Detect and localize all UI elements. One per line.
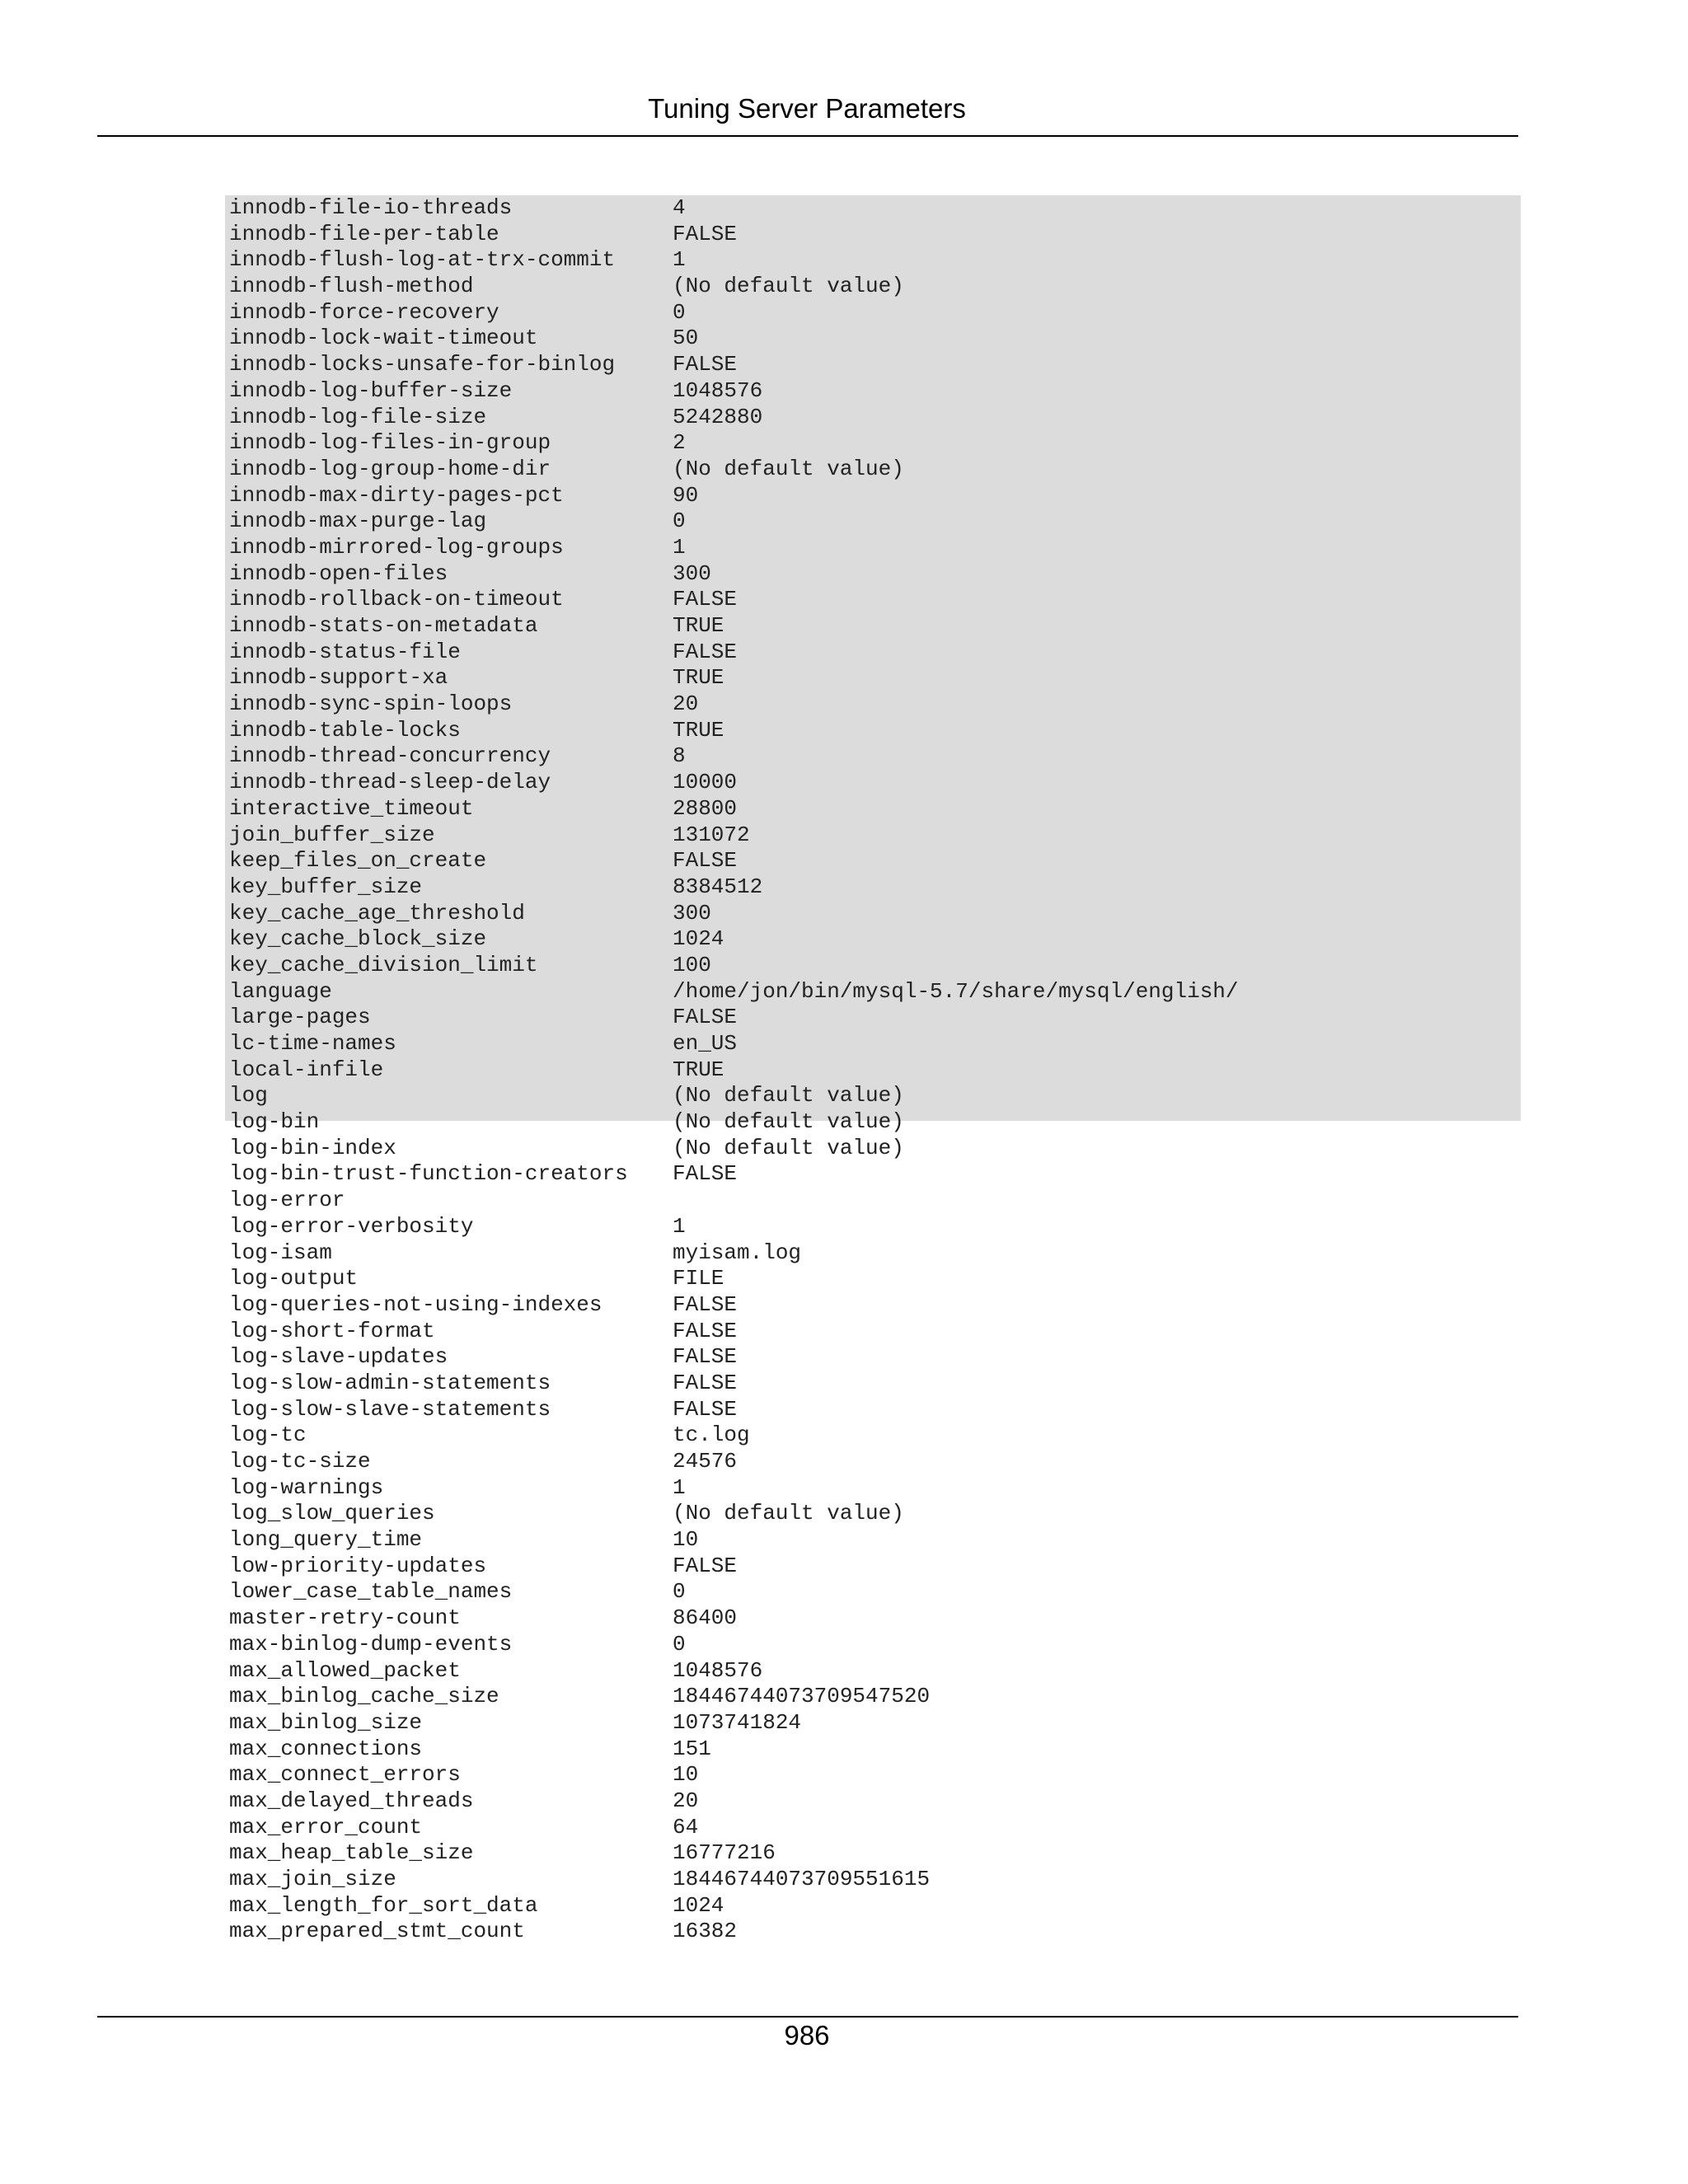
parameter-name: innodb-mirrored-log-groups — [229, 534, 564, 560]
parameter-default-value: FALSE — [673, 1318, 738, 1343]
parameter-row — [225, 1762, 1521, 1788]
parameter-name: innodb-open-files — [229, 560, 448, 586]
parameter-row — [225, 691, 1521, 718]
parameter-row — [225, 1214, 1521, 1240]
parameter-default-value: 1073741824 — [673, 1709, 802, 1735]
footer-divider — [97, 2016, 1518, 2018]
parameter-name: max_length_for_sort_data — [229, 1892, 538, 1918]
parameter-row — [225, 1893, 1521, 1919]
parameter-default-value: FALSE — [673, 1396, 738, 1422]
parameter-name: innodb-stats-on-metadata — [229, 613, 538, 638]
parameter-row — [225, 1736, 1521, 1763]
parameter-default-value: FALSE — [673, 639, 738, 664]
parameter-row — [225, 848, 1521, 874]
parameter-default-value: 100 — [673, 952, 711, 977]
parameter-row — [225, 1292, 1521, 1319]
parameter-default-value: (No default value) — [673, 1501, 904, 1526]
parameter-row — [225, 509, 1521, 535]
parameter-row — [225, 1188, 1521, 1214]
parameter-name: log-bin-trust-function-creators — [229, 1161, 628, 1187]
parameter-row — [225, 1136, 1521, 1162]
parameter-name: innodb-force-recovery — [229, 299, 499, 325]
parameter-default-value: 8 — [673, 743, 686, 769]
parameter-row — [225, 613, 1521, 640]
parameter-name: keep_files_on_create — [229, 848, 487, 874]
parameter-name: log-tc — [229, 1422, 307, 1448]
parameter-name: max_connections — [229, 1736, 423, 1761]
parameter-default-value: 1024 — [673, 1892, 724, 1918]
parameter-row — [225, 718, 1521, 744]
parameter-row — [225, 1161, 1521, 1188]
parameter-name: innodb-file-per-table — [229, 221, 499, 246]
parameter-row — [225, 665, 1521, 691]
parameter-default-value: 20 — [673, 691, 699, 717]
parameter-name: log-output — [229, 1266, 359, 1291]
parameter-default-value: 2 — [673, 430, 686, 456]
parameter-row — [225, 1815, 1521, 1841]
parameter-name: log-slow-admin-statements — [229, 1370, 551, 1395]
parameter-default-value: FALSE — [673, 352, 738, 377]
parameter-row — [225, 743, 1521, 770]
parameter-name: log-slave-updates — [229, 1344, 448, 1370]
parameter-name: innodb-status-file — [229, 639, 461, 664]
parameter-name: key_cache_block_size — [229, 926, 487, 952]
parameter-default-value: FALSE — [673, 1005, 738, 1030]
parameter-row — [225, 1266, 1521, 1292]
parameter-row — [225, 561, 1521, 588]
parameter-name: max_binlog_cache_size — [229, 1684, 499, 1709]
parameter-name: max_prepared_stmt_count — [229, 1919, 525, 1944]
parameter-name: innodb-thread-concurrency — [229, 743, 551, 769]
parameter-default-value: FALSE — [673, 1291, 738, 1317]
parameter-default-value: 86400 — [673, 1605, 738, 1631]
parameter-default-value: 131072 — [673, 822, 750, 847]
parameter-name: innodb-sync-spin-loops — [229, 691, 513, 717]
parameter-default-value: 50 — [673, 326, 699, 351]
parameter-name: innodb-log-files-in-group — [229, 430, 551, 456]
parameter-default-value: 90 — [673, 482, 699, 508]
parameter-row — [225, 770, 1521, 796]
parameter-name: max_join_size — [229, 1867, 396, 1891]
parameter-default-value: 16382 — [673, 1919, 738, 1944]
parameter-row — [225, 1083, 1521, 1109]
parameter-name: innodb-max-purge-lag — [229, 509, 487, 534]
parameter-default-value: (No default value) — [673, 1083, 904, 1108]
parameter-default-value: 0 — [673, 509, 686, 534]
parameter-name: master-retry-count — [229, 1605, 461, 1631]
parameter-row — [225, 1658, 1521, 1685]
parameter-name: log-bin — [229, 1109, 320, 1135]
parameter-name: max-binlog-dump-events — [229, 1631, 513, 1657]
parameter-row — [225, 1057, 1521, 1084]
parameter-default-value: 1 — [673, 1474, 686, 1500]
parameter-row — [225, 300, 1521, 326]
parameter-name: log-error — [229, 1188, 345, 1213]
parameter-row — [225, 640, 1521, 666]
parameter-code-block — [225, 195, 1521, 1944]
parameter-name: max_connect_errors — [229, 1762, 461, 1788]
parameter-row — [225, 1554, 1521, 1580]
parameter-name: innodb-max-dirty-pages-pct — [229, 482, 564, 508]
parameter-name: log-tc-size — [229, 1449, 371, 1474]
parameter-row — [225, 953, 1521, 979]
parameter-row — [225, 195, 1521, 222]
parameter-name: innodb-flush-method — [229, 274, 474, 299]
parameter-default-value: 28800 — [673, 795, 738, 821]
page-number: 986 — [784, 2020, 830, 2050]
parameter-name: log-error-verbosity — [229, 1213, 474, 1239]
parameter-row — [225, 1240, 1521, 1267]
parameter-default-value: 64 — [673, 1814, 699, 1840]
parameter-row — [225, 1371, 1521, 1397]
parameter-row — [225, 1319, 1521, 1345]
parameter-default-value: /home/jon/bin/mysql-5.7/share/mysql/english/ — [673, 978, 1239, 1004]
parameter-row — [225, 926, 1521, 953]
parameter-row — [225, 796, 1521, 823]
parameter-name: innodb-lock-wait-timeout — [229, 326, 538, 351]
parameter-default-value: FILE — [673, 1266, 724, 1291]
parameter-default-value: FALSE — [673, 221, 738, 246]
parameter-name: key_buffer_size — [229, 874, 423, 899]
parameter-default-value: myisam.log — [673, 1240, 802, 1265]
parameter-row — [225, 1710, 1521, 1736]
parameter-name: language — [229, 978, 332, 1004]
parameter-row — [225, 457, 1521, 483]
parameter-row — [225, 1632, 1521, 1658]
parameter-default-value: 10 — [673, 1527, 699, 1553]
parameter-default-value: 5242880 — [673, 404, 763, 429]
parameter-name: innodb-log-group-home-dir — [229, 456, 551, 481]
parameter-name: max_allowed_packet — [229, 1657, 461, 1683]
parameter-name: log-bin-index — [229, 1135, 396, 1160]
parameter-name: innodb-table-locks — [229, 717, 461, 743]
parameter-default-value: TRUE — [673, 717, 724, 743]
parameter-default-value: 300 — [673, 900, 711, 926]
parameter-name: log_slow_queries — [229, 1501, 435, 1526]
parameter-default-value: 8384512 — [673, 874, 763, 899]
parameter-name: log-queries-not-using-indexes — [229, 1291, 603, 1317]
parameter-row — [225, 405, 1521, 431]
parameter-default-value: 300 — [673, 560, 711, 586]
parameter-row — [225, 1449, 1521, 1475]
parameter-row — [225, 1684, 1521, 1710]
parameter-default-value: 0 — [673, 1631, 686, 1657]
parameter-default-value: TRUE — [673, 665, 724, 691]
parameter-default-value: FALSE — [673, 1344, 738, 1370]
parameter-default-value: 1048576 — [673, 377, 763, 403]
parameter-row — [225, 823, 1521, 849]
parameter-name: key_cache_division_limit — [229, 952, 538, 977]
parameter-name: innodb-rollback-on-timeout — [229, 587, 564, 612]
parameter-default-value: 20 — [673, 1788, 699, 1813]
parameter-name: max_delayed_threads — [229, 1788, 474, 1813]
parameter-row — [225, 274, 1521, 300]
parameter-default-value: 0 — [673, 1579, 686, 1605]
parameter-row — [225, 901, 1521, 927]
parameter-default-value: 18446744073709551615 — [673, 1867, 931, 1891]
parameter-default-value: FALSE — [673, 587, 738, 612]
parameter-default-value: tc.log — [673, 1422, 750, 1448]
parameter-default-value: (No default value) — [673, 1135, 904, 1160]
parameter-name: innodb-log-file-size — [229, 404, 487, 429]
parameter-row — [225, 247, 1521, 274]
parameter-name: log-slow-slave-statements — [229, 1396, 551, 1422]
parameter-name: long_query_time — [229, 1527, 423, 1553]
parameter-default-value: 24576 — [673, 1449, 738, 1474]
parameter-default-value: 151 — [673, 1736, 711, 1761]
parameter-row — [225, 1605, 1521, 1632]
parameter-row — [225, 1501, 1521, 1527]
parameter-default-value: 4 — [673, 195, 686, 220]
parameter-row — [225, 222, 1521, 248]
parameter-default-value: FALSE — [673, 1161, 738, 1187]
parameter-row — [225, 430, 1521, 457]
parameter-name: log-isam — [229, 1240, 332, 1265]
parameter-row — [225, 1579, 1521, 1605]
parameter-name: innodb-flush-log-at-trx-commit — [229, 247, 616, 273]
parameter-default-value: (No default value) — [673, 274, 904, 299]
parameter-default-value: 1 — [673, 534, 686, 560]
parameter-name: innodb-log-buffer-size — [229, 377, 513, 403]
parameter-default-value: 16777216 — [673, 1840, 776, 1866]
parameter-row — [225, 1527, 1521, 1554]
parameter-default-value: TRUE — [673, 1057, 724, 1082]
parameter-name: innodb-thread-sleep-delay — [229, 770, 551, 795]
parameter-default-value: TRUE — [673, 613, 724, 638]
parameter-default-value: 1 — [673, 247, 686, 273]
parameter-default-value: (No default value) — [673, 1109, 904, 1135]
parameter-row — [225, 874, 1521, 901]
parameter-default-value: FALSE — [673, 848, 738, 874]
parameter-row — [225, 1109, 1521, 1136]
parameter-row — [225, 326, 1521, 352]
parameter-name: log-short-format — [229, 1318, 435, 1343]
parameter-default-value: en_US — [673, 1031, 738, 1056]
parameter-name: max_error_count — [229, 1814, 423, 1840]
parameter-default-value: 10000 — [673, 770, 738, 795]
parameter-name: low-priority-updates — [229, 1553, 487, 1578]
parameter-row — [225, 1867, 1521, 1893]
parameter-row — [225, 1475, 1521, 1502]
parameter-name: join_buffer_size — [229, 822, 435, 847]
parameter-name: max_heap_table_size — [229, 1840, 474, 1866]
parameter-row — [225, 1031, 1521, 1057]
parameter-default-value: 18446744073709547520 — [673, 1684, 931, 1709]
parameter-row — [225, 1422, 1521, 1449]
parameter-row — [225, 979, 1521, 1005]
parameter-name: key_cache_age_threshold — [229, 900, 525, 926]
parameter-default-value: 1024 — [673, 926, 724, 952]
parameter-row — [225, 1344, 1521, 1371]
parameter-default-value: 1 — [673, 1213, 686, 1239]
parameter-default-value: (No default value) — [673, 456, 904, 481]
header-divider — [97, 135, 1518, 137]
page-title: Tuning Server Parameters — [648, 93, 966, 124]
parameter-name: innodb-locks-unsafe-for-binlog — [229, 352, 616, 377]
parameter-row — [225, 352, 1521, 378]
parameter-default-value: FALSE — [673, 1370, 738, 1395]
parameter-name: local-infile — [229, 1057, 384, 1082]
parameter-row — [225, 1397, 1521, 1423]
parameter-default-value: 1048576 — [673, 1657, 763, 1683]
parameter-default-value: 0 — [673, 299, 686, 325]
parameter-default-value: FALSE — [673, 1553, 738, 1578]
parameter-row — [225, 1919, 1521, 1945]
parameter-name: max_binlog_size — [229, 1709, 423, 1735]
parameter-name: log — [229, 1083, 268, 1108]
parameter-row — [225, 587, 1521, 613]
parameter-row — [225, 535, 1521, 561]
parameter-name: innodb-support-xa — [229, 665, 448, 691]
parameter-name: lc-time-names — [229, 1031, 396, 1056]
parameter-name: large-pages — [229, 1005, 371, 1030]
parameter-default-value: 10 — [673, 1762, 699, 1788]
parameter-row — [225, 1788, 1521, 1815]
parameter-name: innodb-file-io-threads — [229, 195, 513, 220]
parameter-row — [225, 378, 1521, 405]
parameter-name: lower_case_table_names — [229, 1579, 513, 1605]
parameter-row — [225, 483, 1521, 509]
parameter-row — [225, 1840, 1521, 1867]
parameter-name: log-warnings — [229, 1474, 384, 1500]
parameter-name: interactive_timeout — [229, 795, 474, 821]
parameter-row — [225, 1005, 1521, 1031]
